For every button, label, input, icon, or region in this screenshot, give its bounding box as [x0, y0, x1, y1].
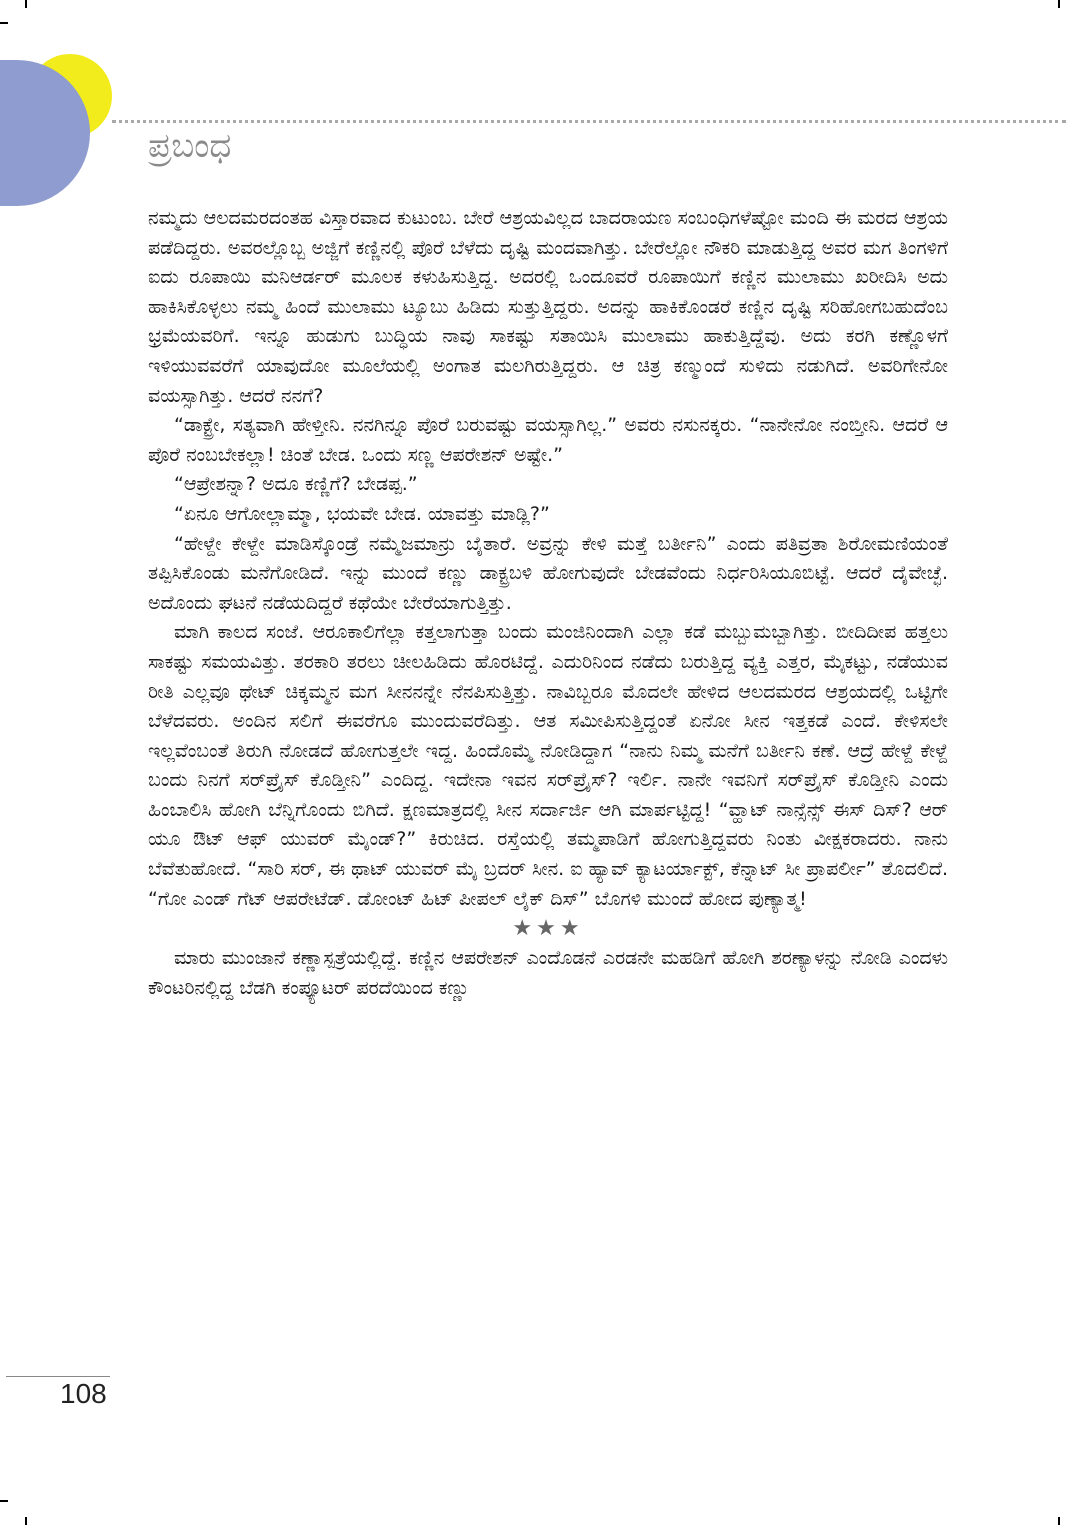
crop-mark-bottom-right — [1058, 1517, 1060, 1525]
crop-mark-bottom-left — [0, 1500, 8, 1502]
crop-mark-top-left — [0, 22, 8, 24]
section-title: ಪ್ರಬಂಧ — [148, 126, 232, 166]
crop-mark-top-right — [1058, 0, 1060, 8]
crop-mark-bottom-center — [25, 1517, 27, 1525]
section-separator: ★★★ — [512, 916, 584, 942]
crop-mark-top-center — [25, 0, 27, 8]
paragraph: “ಹೇಳ್ದೇ ಕೇಳ್ದೇ ಮಾಡಿಸ್ಕೊಂಡ್ರೆ ನಮ್ಮೆಜಮಾನ್ರು ಬೈತಾರೆ. ಅವ್ರನ್ನು ಕೇಳಿ ಮತ್ತೆ ಬರ್ತೀನಿ” ಎಂದು ಪತಿವ್ರತಾ ಶಿರೋಮಣಿಯಂತೆ ತಪ್ಪಿಸಿಕೊಂಡು ಮನೆಗೋಡಿದೆ. ಇನ್ನು ಮುಂದೆ ಕಣ್ಣು ಡಾಕ್ಟ್ರಬಳಿ ಹೋಗುವುದೇ ಬೇಡವೆಂದು ನಿರ್ಧರಿಸಿಯೂಬಿಟ್ಟೆ. ಆದರೆ ದೈವೇಚ್ಛೆ. ಅದೊಂದು ಘಟನೆ ನಡೆಯದಿದ್ದರೆ ಕಥೆಯೇ ಬೇರೆಯಾಗುತ್ತಿತ್ತು. — [148, 532, 948, 614]
page-number: 108 — [60, 1378, 107, 1409]
paragraph: ನಮ್ಮದು ಆಲದಮರದಂತಹ ವಿಸ್ತಾರವಾದ ಕುಟುಂಬ. ಬೇರೆ ಆಶ್ರಯವಿಲ್ಲದ ಬಾದರಾಯಣ ಸಂಬಂಧಿಗಳೆಷ್ಟೋ ಮಂದಿ ಈ ಮರದ ಆಶ್ರಯ ಪಡೆದಿದ್ದರು. ಅವರಲ್ಲೊಬ್ಬ ಅಜ್ಜಿಗೆ ಕಣ್ಣಿನಲ್ಲಿ ಪೊರೆ ಬೆಳೆದು ದೃಷ್ಟಿ ಮಂದವಾಗಿತ್ತು. ಬೇರೆಲ್ಲೋ ನೌಕರಿ ಮಾಡುತ್ತಿದ್ದ ಅವರ ಮಗ ತಿಂಗಳಿಗೆ ಐದು ರೂಪಾಯಿ ಮನಿಆರ್ಡರ್ ಮೂಲಕ ಕಳುಹಿಸುತ್ತಿದ್ದ. ಅದರಲ್ಲಿ ಒಂದೂವರೆ ರೂಪಾಯಿಗೆ ಕಣ್ಣಿನ ಮುಲಾಮು ಖರೀದಿಸಿ ಅದು ಹಾಕಿಸಿಕೊಳ್ಳಲು ನಮ್ಮ ಹಿಂದೆ ಮುಲಾಮು ಟ್ಯೂಬು ಹಿಡಿದು ಸುತ್ತುತ್ತಿದ್ದರು. ಅದನ್ನು ಹಾಕಿಕೊಂಡರೆ ಕಣ್ಣಿನ ದೃಷ್ಟಿ ಸರಿಹೋಗಬಹುದೆಂಬ ಭ್ರಮೆಯವರಿಗೆ. ಇನ್ನೂ ಹುಡುಗು ಬುದ್ಧಿಯ ನಾವು ಸಾಕಷ್ಟು ಸತಾಯಿಸಿ ಮುಲಾಮು ಹಾಕುತ್ತಿದ್ದೆವು. ಅದು ಕರಗಿ ಕಣ್ಣೊಳಗೆ ಇಳಿಯುವವರೆಗೆ ಯಾವುದೋ ಮೂಲೆಯಲ್ಲಿ ಅಂಗಾತ ಮಲಗಿರುತ್ತಿದ್ದರು. ಆ ಚಿತ್ರ ಕಣ್ಮುಂದೆ ಸುಳಿದು ನಡುಗಿದೆ. ಅವರಿಗೇನೋ ವಯಸ್ಸಾಗಿತ್ತು. ಆದರೆ ನನಗೆ? — [148, 207, 948, 407]
header-dotted-rule — [112, 120, 1066, 123]
paragraph: “ಡಾಕ್ಟ್ರೇ, ಸತ್ಯವಾಗಿ ಹೇಳ್ತೀನಿ. ನನಗಿನ್ನೂ ಪೊರೆ ಬರುವಷ್ಟು ವಯಸ್ಸಾಗಿಲ್ಲ.” ಅವರು ನಸುನಕ್ಕರು. “ನಾನೇನೋ ನಂಬ್ತೀನಿ. ಆದರೆ ಆ ಪೊರೆ ನಂಬಬೇಕಲ್ಲಾ! ಚಿಂತೆ ಬೇಡ. ಒಂದು ಸಣ್ಣ ಆಪರೇಶನ್ ಅಷ್ಟೇ.” — [148, 414, 948, 466]
paragraph: ಮಾರು ಮುಂಜಾನೆ ಕಣ್ಣಾಸ್ಪತ್ರೆಯಲ್ಲಿದ್ದೆ. ಕಣ್ಣಿನ ಆಪರೇಶನ್ ಎಂದೊಡನೆ ಎರಡನೇ ಮಹಡಿಗೆ ಹೋಗಿ ಶರಣ್ಯಾಳನ್ನು ನೋಡಿ ಎಂದಳು ಕೌಂಟರಿನಲ್ಲಿದ್ದ ಬೆಡಗಿ ಕಂಪ್ಯೂಟರ್ ಪರದೆಯಿಂದ ಕಣ್ಣು — [148, 947, 948, 999]
paragraph: “ಆಪ್ರೇಶನ್ನಾ? ಅದೂ ಕಣ್ಣಿಗೆ? ಬೇಡಪ್ಪ.” — [174, 473, 418, 496]
page-number-rule — [6, 1376, 110, 1377]
paragraph: ಮಾಗಿ ಕಾಲದ ಸಂಜೆ. ಆರೂಕಾಲಿಗೆಲ್ಲಾ ಕತ್ತಲಾಗುತ್ತಾ ಬಂದು ಮಂಜಿನಿಂದಾಗಿ ಎಲ್ಲಾ ಕಡೆ ಮಬ್ಬುಮಬ್ಬಾಗಿತ್ತು. ಬೀದಿದೀಪ ಹತ್ತಲು ಸಾಕಷ್ಟು ಸಮಯವಿತ್ತು. ತರಕಾರಿ ತರಲು ಚೀಲಹಿಡಿದು ಹೊರಟಿದ್ದೆ. ಎದುರಿನಿಂದ ನಡೆದು ಬರುತ್ತಿದ್ದ ವ್ಯಕ್ತಿ ಎತ್ತರ, ಮೈಕಟ್ಟು, ನಡೆಯುವ ರೀತಿ ಎಲ್ಲವೂ ಥೇಟ್ ಚಿಕ್ಕಮ್ಮನ ಮಗ ಸೀನನನ್ನೇ ನೆನಪಿಸುತ್ತಿತ್ತು. ನಾವಿಬ್ಬರೂ ಮೊದಲೇ ಹೇಳಿದ ಆಲದಮರದ ಆಶ್ರಯದಲ್ಲಿ ಒಟ್ಟಿಗೇ ಬೆಳೆದವರು. ಅಂದಿನ ಸಲಿಗೆ ಈವರೆಗೂ ಮುಂದುವರೆದಿತ್ತು. ಆತ ಸಮೀಪಿಸುತ್ತಿದ್ದಂತೆ ಏನೋ ಸೀನ ಇತ್ತಕಡೆ ಎಂದೆ. ಕೇಳಿಸಲೇ ಇಲ್ಲವೆಂಬಂತೆ ತಿರುಗಿ ನೋಡದೆ ಹೋಗುತ್ತಲೇ ಇದ್ದ. ಹಿಂದೊಮ್ಮೆ ನೋಡಿದ್ದಾಗ “ನಾನು ನಿಮ್ಮ ಮನೆಗೆ ಬರ್ತೀನಿ ಕಣೆ. ಆದ್ರೆ ಹೇಳ್ದೆ ಕೇಳ್ದೆ ಬಂದು ನಿನಗೆ ಸರ್‌ಪ್ರೈಸ್ ಕೊಡ್ತೀನಿ” ಎಂದಿದ್ದ. ಇದೇನಾ ಇವನ ಸರ್‌ಪ್ರೈಸ್? ಇರ್ಲಿ. ನಾನೇ ಇವನಿಗೆ ಸರ್‌ಪ್ರೈಸ್ ಕೊಡ್ತೀನಿ ಎಂದು ಹಿಂಬಾಲಿಸಿ ಹೋಗಿ ಬೆನ್ನಿಗೊಂದು ಬಿಗಿದೆ. ಕ್ಷಣಮಾತ್ರದಲ್ಲಿ ಸೀನ ಸರ್ದಾರ್ಜಿ ಆಗಿ ಮಾರ್ಪಟ್ಟಿದ್ದ! “ವ್ಹಾಟ್ ನಾನ್ಸೆನ್ಸ್ ಈಸ್ ದಿಸ್? ಆರ್ ಯೂ ಔಟ್ ಆಫ್ ಯುವರ್ ಮೈಂಡ್?” ಕಿರುಚಿದ. ರಸ್ತೆಯಲ್ಲಿ ತಮ್ಮಪಾಡಿಗೆ ಹೋಗುತ್ತಿದ್ದವರು ನಿಂತು ವೀಕ್ಷಕರಾದರು. ನಾನು ಬೆವೆತುಹೋದೆ. “ಸಾರಿ ಸರ್, ಈ ಥಾಟ್ ಯುವರ್ ಮೈ ಬ್ರದರ್ ಸೀನ. ಐ ಹ್ಯಾವ್ ಕ್ಯಾಟರ್ಯಾಕ್ಟ್, ಕೆನ್ನಾಟ್ ಸೀ ಪ್ರಾಪರ್ಲೀ” ತೊದಲಿದೆ. “ಗೋ ಎಂಡ್ ಗೆಟ್ ಆಪರೇಟೆಡ್. ಡೋಂಟ್ ಹಿಟ್ ಪೀಪಲ್ ಲೈಕ್ ದಿಸ್” ಬೊಗಳಿ ಮುಂದೆ ಹೋದ ಪುಣ್ಯಾತ್ಮ! — [148, 621, 948, 910]
paragraph: “ಏನೂ ಆಗೋಲ್ಲಾಮ್ಮಾ, ಭಯವೇ ಬೇಡ. ಯಾವತ್ತು ಮಾಡ್ಲಿ?” — [174, 502, 550, 525]
article-body — [148, 204, 948, 1003]
